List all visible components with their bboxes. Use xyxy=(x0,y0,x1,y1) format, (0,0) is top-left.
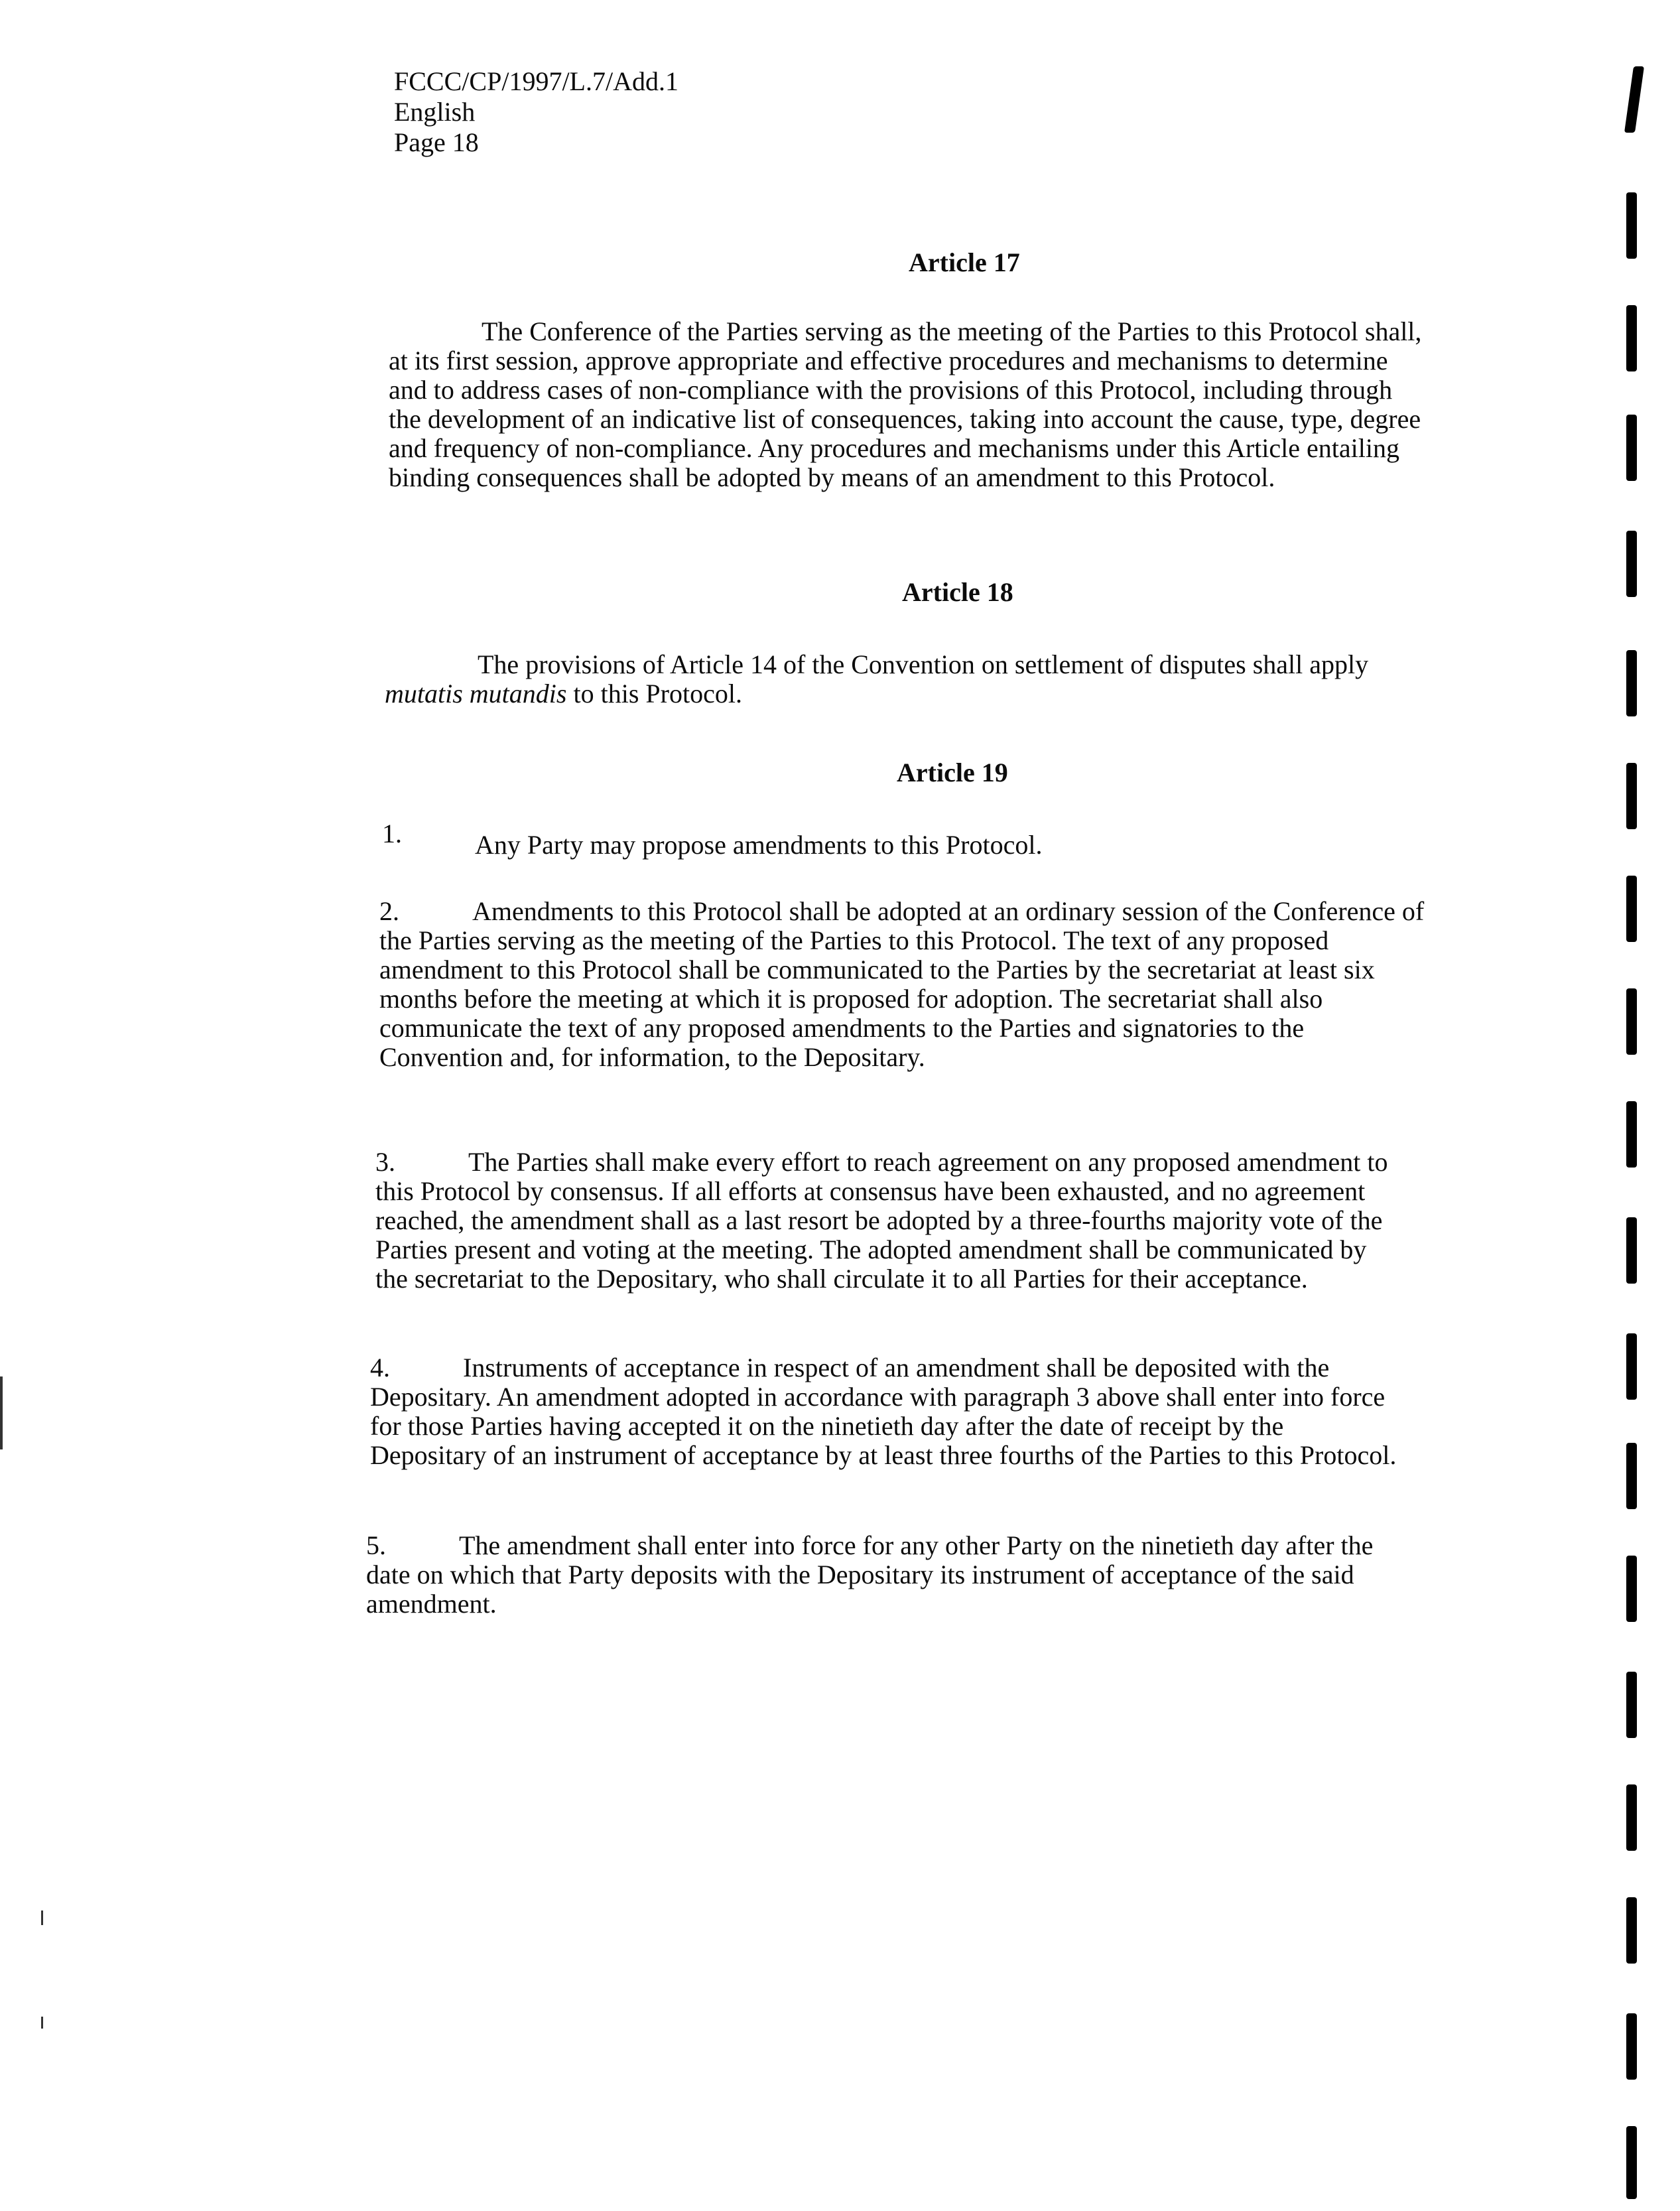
article-19-paragraph-5 xyxy=(366,1531,1514,1619)
article-19-paragraph-2 xyxy=(379,897,1527,1072)
punch-mark xyxy=(1626,305,1637,371)
paragraph-line: Any Party may propose amendments to this Protocol. xyxy=(475,830,1043,860)
article-17-line: the development of an indicative list of consequences, taking into account the cause, type, degree xyxy=(389,404,1421,434)
paragraph-line: months before the meeting at which it is proposed for adoption. The secretariat shall also xyxy=(379,984,1323,1014)
paragraph-line: this Protocol by consensus. If all efforts at consensus have been exhausted, and no agreement xyxy=(375,1176,1366,1206)
paragraph-number: 5. xyxy=(366,1530,386,1560)
paragraph-line: Convention and, for information, to the Depositary. xyxy=(379,1042,925,1072)
paragraph-line: Depositary of an instrument of acceptance by at least three fourths of the Parties to this Protocol. xyxy=(370,1440,1397,1470)
paragraph-number: 1. xyxy=(382,819,402,848)
article-17-line: at its first session, approve appropriate and effective procedures and mechanisms to determine xyxy=(389,346,1388,375)
article-18-title: Article 18 xyxy=(902,577,1013,607)
punch-mark xyxy=(1626,1556,1637,1622)
paragraph-number: 2. xyxy=(379,896,399,926)
paragraph-line: Instruments of acceptance in respect of an amendment shall be deposited with the xyxy=(463,1353,1330,1382)
article-19-paragraph-4 xyxy=(370,1353,1518,1470)
punch-mark xyxy=(1626,531,1637,597)
punch-mark xyxy=(1626,192,1637,259)
article-19-title: Article 19 xyxy=(897,758,1008,787)
paragraph-line: The Parties shall make every effort to reach agreement on any proposed amendment to xyxy=(468,1147,1388,1177)
article-19-paragraph-1 xyxy=(382,831,1523,860)
paragraph-line: Depositary. An amendment adopted in accordance with paragraph 3 above shall enter into force xyxy=(370,1382,1386,1412)
document-symbol: FCCC/CP/1997/L.7/Add.1 xyxy=(394,66,678,96)
paragraph-line: Parties present and voting at the meeting. The adopted amendment shall be communicated by xyxy=(375,1235,1367,1264)
paragraph-line: communicate the text of any proposed amendments to the Parties and signatories to the xyxy=(379,1013,1305,1043)
punch-mark xyxy=(1626,1101,1637,1168)
paragraph-line: The amendment shall enter into force for any other Party on the ninetieth day after the xyxy=(459,1530,1374,1560)
punch-mark xyxy=(1626,1443,1637,1509)
article-17-line: binding consequences shall be adopted by means of an amendment to this Protocol. xyxy=(389,462,1275,492)
punch-mark xyxy=(1626,1333,1637,1400)
punch-mark xyxy=(1626,1217,1637,1284)
paragraph-line: the secretariat to the Depositary, who shall circulate it to all Parties for their acceptance. xyxy=(375,1264,1308,1294)
punch-mark xyxy=(1624,66,1644,133)
scan-edge-mark xyxy=(0,1376,3,1449)
punch-mark xyxy=(1626,876,1637,942)
punch-mark xyxy=(1626,763,1637,829)
article-17-title: Article 17 xyxy=(909,247,1020,277)
document-header xyxy=(394,66,678,158)
punch-mark xyxy=(1626,2013,1637,2080)
punch-mark xyxy=(1626,1784,1637,1851)
paragraph-line: for those Parties having accepted it on the ninetieth day after the date of receipt by the xyxy=(370,1411,1284,1441)
punch-mark xyxy=(1626,1672,1637,1738)
article-18-line: The provisions of Article 14 of the Convention on settlement of disputes shall apply xyxy=(478,649,1369,679)
paragraph-number: 3. xyxy=(375,1147,395,1177)
latin-phrase: mutatis mutandis xyxy=(385,679,567,708)
paragraph-line: amendment. xyxy=(366,1589,497,1619)
article-19-paragraph-3 xyxy=(375,1148,1523,1294)
article-18-line xyxy=(385,679,1525,708)
paragraph-line: date on which that Party deposits with the Depositary its instrument of acceptance of the said xyxy=(366,1560,1354,1589)
punch-mark xyxy=(1626,415,1637,481)
paragraph-line: amendment to this Protocol shall be communicated to the Parties by the secretariat at least six xyxy=(379,955,1375,984)
article-17-line: The Conference of the Parties serving as the meeting of the Parties to this Protocol shall, xyxy=(482,316,1422,346)
punch-mark xyxy=(1626,1897,1637,1964)
punch-mark xyxy=(1626,650,1637,716)
punch-mark xyxy=(1626,988,1637,1055)
article-17-line: and frequency of non-compliance. Any procedures and mechanisms under this Article entailing xyxy=(389,433,1399,463)
scan-speck xyxy=(41,2017,43,2029)
punch-mark xyxy=(1626,2126,1637,2199)
scan-speck xyxy=(41,1910,43,1925)
page-number: Page 18 xyxy=(394,127,479,157)
document-language: English xyxy=(394,97,476,127)
paragraph-line: reached, the amendment shall as a last resort be adopted by a three-fourths majority vote of the xyxy=(375,1205,1383,1235)
article-17-line: and to address cases of non-compliance with the provisions of this Protocol, including through xyxy=(389,375,1393,405)
article-18-paragraph xyxy=(385,650,1525,708)
paragraph-line: Amendments to this Protocol shall be adopted at an ordinary session of the Conference of xyxy=(472,896,1425,926)
article-18-line-rest: to this Protocol. xyxy=(566,679,742,708)
article-17-paragraph xyxy=(389,317,1529,492)
paragraph-number: 4. xyxy=(370,1353,390,1382)
paragraph-line: the Parties serving as the meeting of the Parties to this Protocol. The text of any proposed xyxy=(379,925,1329,955)
